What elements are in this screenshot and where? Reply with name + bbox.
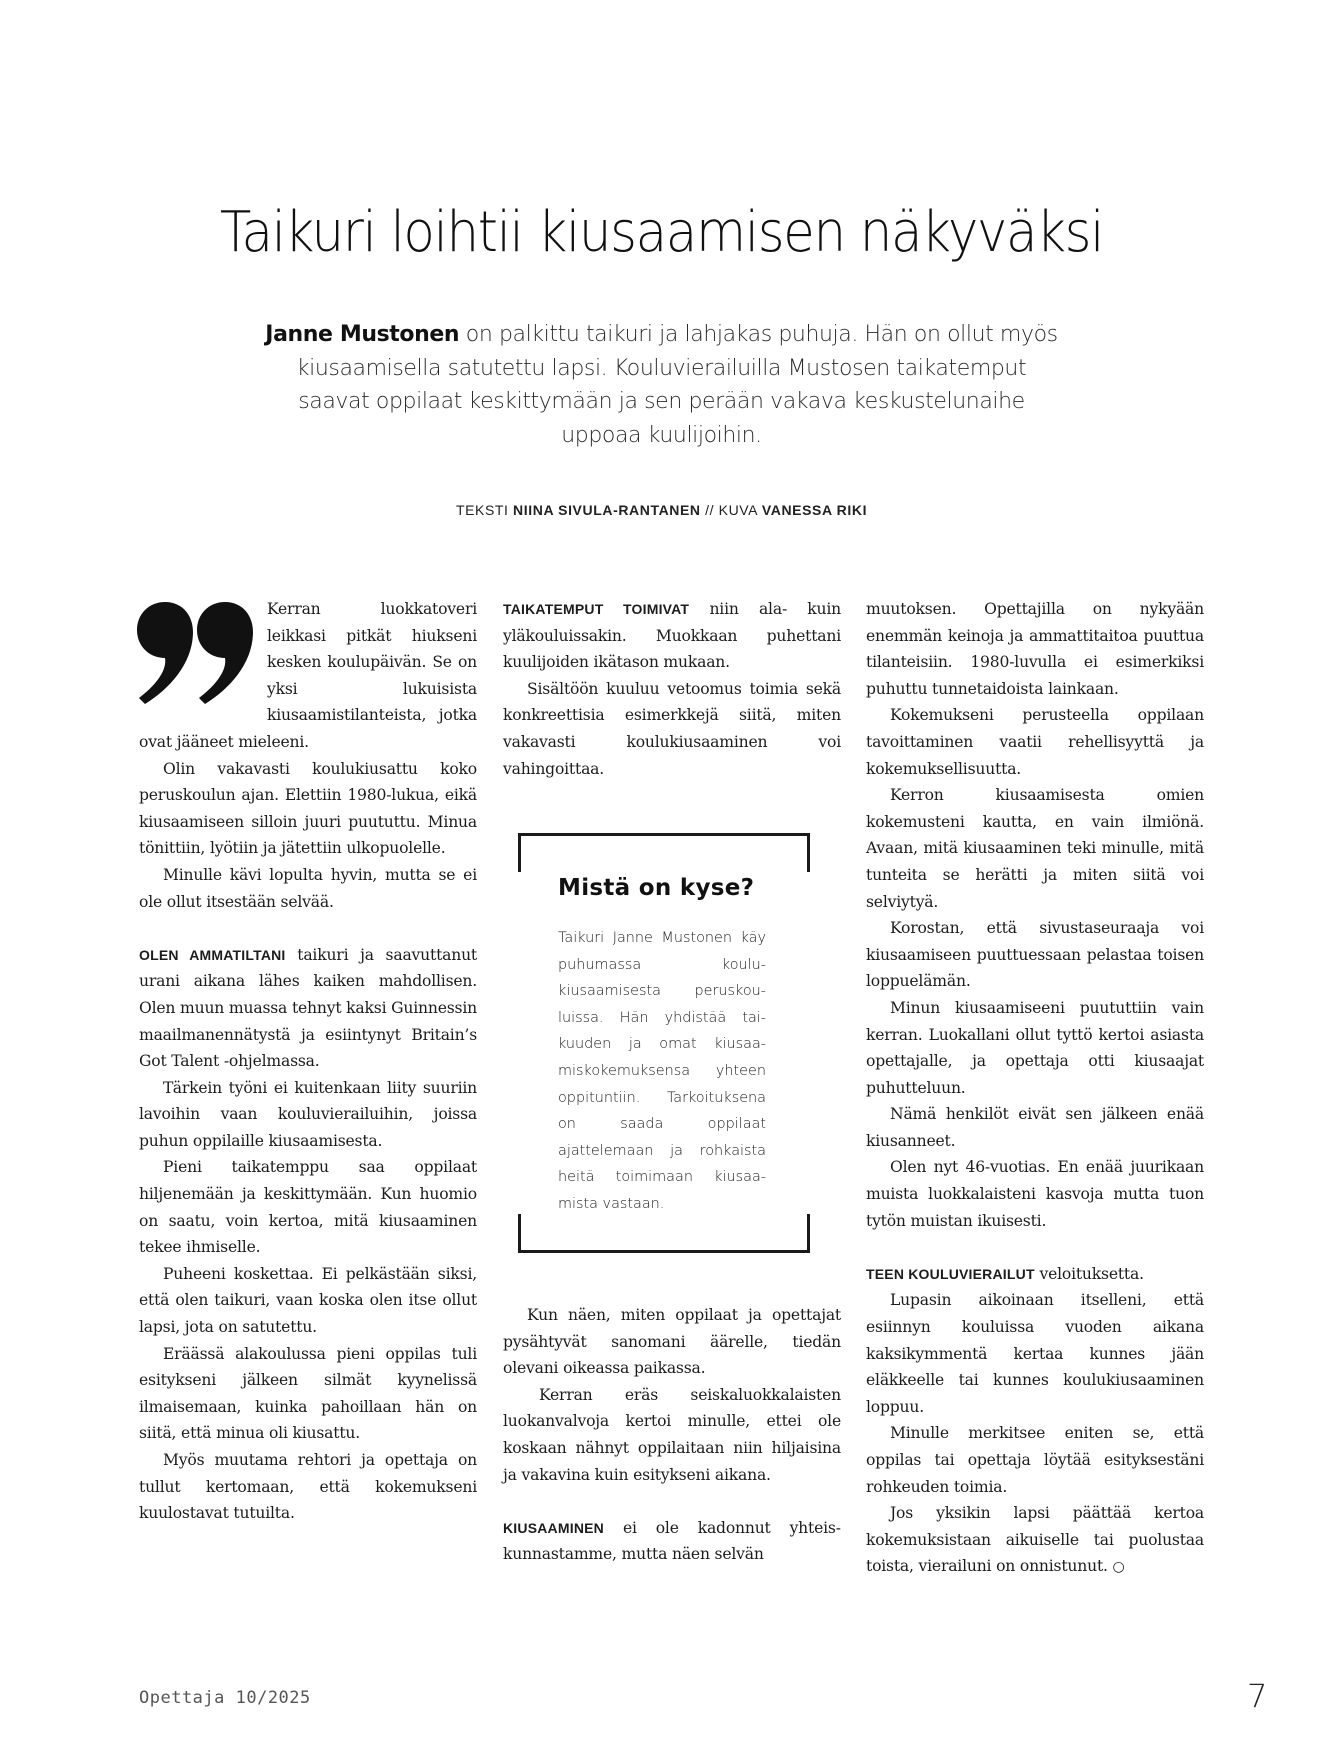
paragraph <box>139 942 477 1075</box>
paragraph-text: veloituksetta. <box>1034 1264 1144 1283</box>
paragraph: Minulle merkitsee eniten se, että oppilas tai opettaja löytää esityksestäni rohkeuden toimia. <box>866 1424 1204 1496</box>
byline-photo-label: KUVA <box>718 502 758 518</box>
paragraph <box>866 1261 1204 1288</box>
paragraph: Kerron kiusaamisesta omien kokemusteni kautta, en vain ilmiönä. Avaan, mitä kiusaaminen teki minulle, mitä tunteita se herätti ja miten siitä voi selviytyä. <box>866 786 1204 911</box>
byline-text-label: TEKSTI <box>455 502 509 518</box>
paragraph: Sisältöön kuuluu vetoomus toimia sekä konkreettisia esimerkkejä siitä, miten vakavasti koulukiusaaminen voi vahingoittaa. <box>503 679 841 778</box>
sidebar-box <box>518 833 810 1253</box>
paragraph-text: ei ole kadonnut yhteiskunnastamme, mutta näen selvän <box>503 1518 841 1564</box>
byline-author: NIINA SIVULA-RANTANEN <box>513 502 701 518</box>
paragraph: Korostan, että sivustaseuraaja voi kiusaamiseen puuttuessaan pelastaa toisen loppuelämän. <box>866 919 1204 991</box>
box-heading: Mistä on kyse? <box>558 875 755 901</box>
lead-in: OLEN AMMATILTANI <box>139 946 286 963</box>
lead-in: TEEN KOULUVIERAILUT <box>866 1265 1035 1282</box>
paragraph: Kun näen, miten oppilaat ja opettajat pysähtyvät sanomani äärelle, tiedän olevani oikeassa paikassa. <box>503 1306 841 1378</box>
paragraph: Tärkein työni ei kuitenkaan liity suuriin lavoihin vaan kouluvierailuihin, joissa puhun oppilaille kiusaamisesta. <box>139 1078 477 1150</box>
paragraph: Olin vakavasti koulukiusattu koko peruskoulun ajan. Elettiin 1980-lukua, eikä kiusaamiseen silloin juuri puututtu. Minua tönittiin, lyötiin ja jätettiin ulkopuolelle. <box>139 759 477 858</box>
article-column-2 <box>503 596 841 782</box>
lead-in: TAIKATEMPUT TOIMIVAT <box>503 601 690 617</box>
paragraph: Puheeni koskettaa. Ei pelkästään siksi, että olen taikuri, vaan koska olen itse ollut lapsi, jota on satutettu. <box>139 1264 477 1337</box>
paragraph: Pieni taikatemppu saa oppilaat hiljenemään ja keskittymään. Kun huomio on saatu, voin kertoa, mitä kiusaaminen tekee ihmiselle. <box>139 1158 477 1257</box>
byline-separator: // <box>705 502 715 518</box>
paragraph-text: taikuri ja saavuttanut urani aikana lähes kaiken mahdollisen. Olen muun muassa tehnyt kaksi Guinnessin maailmanennätystä ja esiintynyt Britain’s Got Talent -ohjelmassa. <box>139 945 477 1071</box>
article-column-1 <box>139 596 477 1527</box>
page-number: 7 <box>1247 1677 1268 1715</box>
lead-in: KIUSAAMINEN <box>503 1519 604 1536</box>
paragraph: Olen nyt 46-vuotias. En enää juurikaan muista luokkalaisteni kasvoja mutta tuon tytön muistan ikuisesti. <box>866 1158 1204 1230</box>
article-lede <box>260 318 1063 452</box>
lede-name: Janne Mustonen <box>265 322 460 347</box>
byline-photographer: VANESSA RIKI <box>761 502 868 518</box>
end-circle-icon: ○ <box>1112 1559 1125 1576</box>
paragraph: Kokemukseni perusteella oppilaan tavoittaminen vaatii rehellisyyttä ja kokemuksellisuutta. <box>866 706 1204 778</box>
closing-quote-icon <box>135 600 259 706</box>
box-body: Taikuri Janne Mustonen käy puhumassa koulukiusaamisesta peruskouluissa. Hän yhdistää taikuuden ja omat kiusaamiskokemuksensa yhteen oppituntiin. Tarkoituksena on saada oppilaat ajattelemaan ja rohkaista heitä toimimaan kiusaamista vastaan. <box>558 930 766 1212</box>
paragraph: Minulle kävi lopulta hyvin, mutta se ei ole ollut itsestään selvää. <box>139 865 477 911</box>
byline <box>0 502 1323 518</box>
paragraph: Nämä henkilöt eivät sen jälkeen enää kiusanneet. <box>866 1105 1204 1150</box>
paragraph: Eräässä alakoulussa pieni oppilas tuli esitykseni jälkeen silmät kyynelissä ilmaisemaan, kuinka pahoillaan hän on siitä, että minua oli kiusattu. <box>139 1344 477 1443</box>
paragraph-text: Jos yksikin lapsi päättää kertoa kokemuksistaan aikuiselle tai puolustaa toista, vierailuni on onnistunut. <box>866 1504 1204 1576</box>
box-bottom-bracket <box>518 1214 810 1253</box>
paragraph: Kerran luokkatoveri leikkasi pitkät hiukseni kesken koulupäivän. Se on yksi lukuisista kiusaamistilanteista, jotka ovat jääneet mieleeni. <box>139 600 477 751</box>
paragraph: Minun kiusaamiseeni puututtiin vain kerran. Luokallani ollut tyttö kertoi asiasta opettajalle, ja opettaja otti kiusaajat puhutteluun. <box>866 998 1204 1097</box>
paragraph: Kerran eräs seiskaluokkalaisten luokanvalvoja kertoi minulle, ettei ole koskaan nähnyt oppilaitaan niin hiljaisina ja vakavina kuin esitykseni aikana. <box>503 1385 841 1484</box>
paragraph <box>866 1500 1204 1581</box>
paragraph: muutoksen. Opettajilla on nykyään enemmän keinoja ja ammattitaitoa puuttua tilanteisiin. 1980-luvulla ei esimerkiksi puhuttu tunnetaidoista lainkaan. <box>866 600 1204 698</box>
article-column-3 <box>866 596 1204 1581</box>
box-top-bracket <box>518 833 810 872</box>
paragraph: Myös muutama rehtori ja opettaja on tullut kertomaan, että kokemukseni kuulostavat tutuilta. <box>139 1451 477 1523</box>
lede-text: on palkittu taikuri ja lahjakas puhuja. Hän on ollut myös kiusaamisella satutettu lapsi. Kouluvierailuilla Mustosen taikatemput saavat oppilaat keskittymään ja sen perään vakava keskustelunaihe uppoaa kuulijoihin. <box>296 322 1058 448</box>
paragraph: Lupasin aikoinaan itselleni, että esiinnyn kouluissa vuoden aikana kaksikymmentä kertaa kunnes jään eläkkeelle tai kunnes koulukiusaaminen loppuu. <box>866 1291 1204 1416</box>
article-column-2-lower <box>503 1302 841 1568</box>
paragraph <box>503 1515 841 1568</box>
paragraph-text: niin ala- kuin yläkouluissakin. Muokkaan puhettani kuulijoiden ikätason mukaan. <box>503 600 841 672</box>
article-title: Taikuri loihtii kiusaamisen näkyväksi <box>219 200 1104 265</box>
paragraph <box>503 596 841 676</box>
publication-footer: Opettaja 10/2025 <box>139 1688 311 1708</box>
